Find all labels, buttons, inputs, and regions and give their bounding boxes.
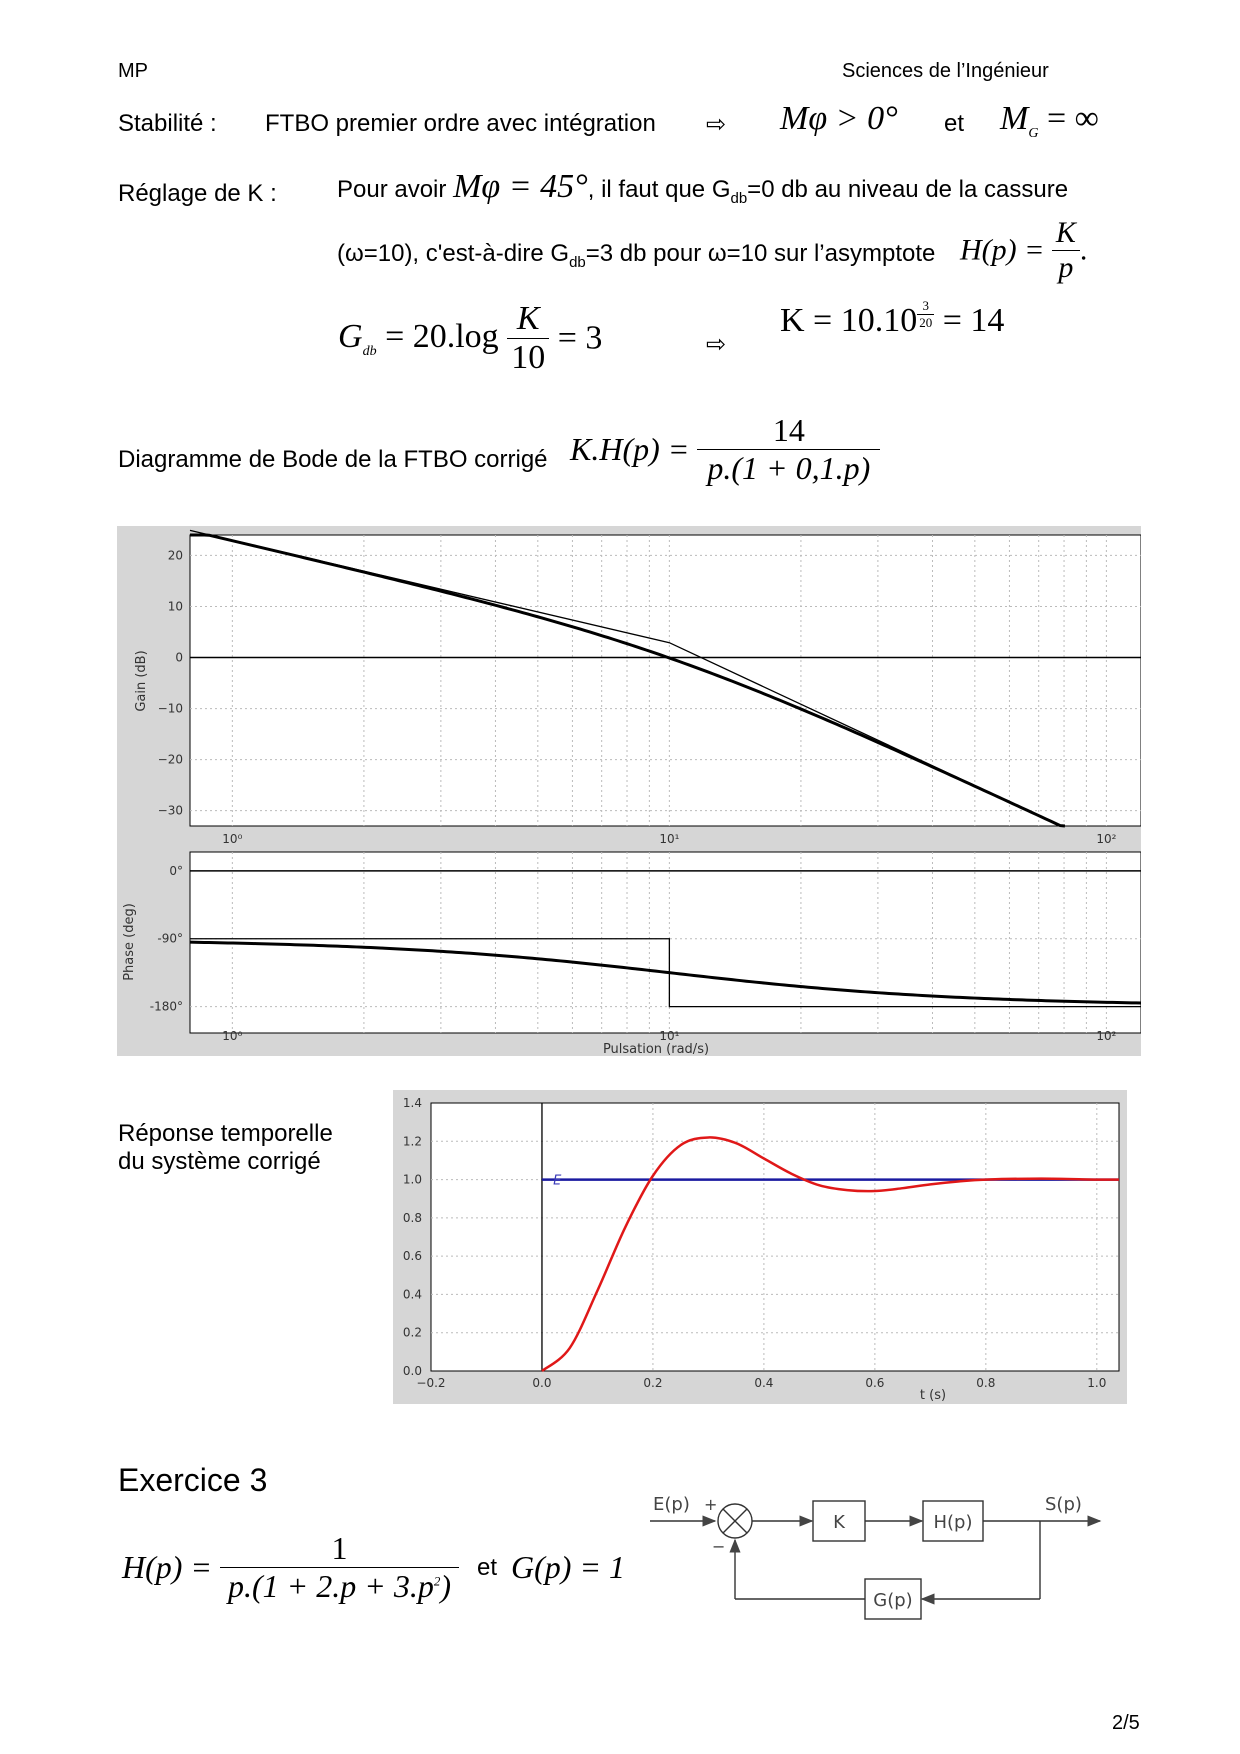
bode-xlabel: Pulsation (rad/s) <box>602 1042 710 1056</box>
phase-tick-label: 0° <box>169 863 183 878</box>
time-x-tick-label: 0.6 <box>865 1376 885 1390</box>
phase-x-tick-label: 10¹ <box>659 1029 680 1043</box>
header-right: Sciences de l’Ingénieur <box>842 60 1049 82</box>
bode-transfer-function: K.H(p) = $\frac{14}{p.(1 + 0,1.p)}$ <box>570 412 880 487</box>
arrow-icon: ⇨ <box>706 111 727 138</box>
time-x-tick-label: 0.0 <box>532 1376 552 1390</box>
k-equation: K = 10.10 $\frac{3}{20}$ = 14 <box>780 298 1005 339</box>
time-y-tick-label: 0.2 <box>402 1325 422 1340</box>
phase-ylabel: Phase (deg) <box>122 903 137 981</box>
block-k-label: K <box>833 1512 845 1533</box>
gain-ylabel: Gain (dB) <box>134 650 149 712</box>
gdb-equation: $G_{db} = 20.\log$ $\frac{K}{10}$ = 3 <box>338 300 603 376</box>
time-x-tick-label: 0.2 <box>643 1376 663 1390</box>
time-y-tick-label: 1.2 <box>402 1134 422 1149</box>
gain-tick-label: 10 <box>167 599 183 614</box>
time-y-tick-label: 1.4 <box>402 1096 422 1110</box>
gain-x-tick-label: 10² <box>1096 832 1117 846</box>
gain-axes <box>190 535 1141 826</box>
tuning-asymptote: H(p) = $\frac{K}{p}$ . <box>960 216 1088 284</box>
stability-cond1: Mφ > 0° <box>780 100 898 137</box>
arrow-icon-2: ⇨ <box>706 331 727 358</box>
block-g-label: G(p) <box>873 1590 913 1611</box>
time-y-tick-label: 0.8 <box>402 1210 422 1225</box>
gain-x-tick-label: 10⁰ <box>222 832 243 846</box>
phase-tick-label: -90° <box>157 931 183 946</box>
exercise-transfer-function: H(p) = $\frac{1}{p.(1 + 2.p + 3.p^2)}$ et G(p) = 1 <box>122 1530 626 1604</box>
time-x-tick-label: 0.4 <box>754 1376 774 1390</box>
plus-sign: + <box>704 1495 718 1514</box>
phase-x-tick-label: 10⁰ <box>222 1029 243 1043</box>
tuning-label: Réglage de K : <box>118 180 277 207</box>
stability-and: et <box>944 110 965 137</box>
time-title-line2: du système corrigé <box>118 1148 321 1175</box>
block-h-label: H(p) <box>933 1512 973 1533</box>
output-label: S(p) <box>1045 1494 1082 1515</box>
page-number: 2/5 <box>1112 1712 1140 1734</box>
input-label: E(p) <box>653 1494 690 1515</box>
tuning-line2: (ω=10), c'est-à-dire $G_{db}=3$ db pour ω=10 sur l’asymptote <box>337 240 936 271</box>
header-left: MP <box>118 60 148 82</box>
time-x-tick-label: 0.8 <box>976 1376 996 1390</box>
time-title-line1: Réponse temporelle <box>118 1120 333 1147</box>
time-y-tick-label: 0.4 <box>402 1287 422 1302</box>
time-y-tick-label: 0.6 <box>402 1249 422 1264</box>
exercise-title: Exercice 3 <box>118 1462 268 1498</box>
time-xlabel: t (s) <box>919 1388 947 1403</box>
phase-x-tick-label: 10² <box>1096 1029 1117 1043</box>
time-x-tick-label: 1.0 <box>1087 1376 1107 1390</box>
gain-tick-label: −20 <box>157 752 183 767</box>
phase-axes <box>190 852 1141 1033</box>
gain-tick-label: −30 <box>157 803 183 818</box>
time-plot <box>393 1090 1127 1404</box>
stability-label: Stabilité : <box>118 110 217 137</box>
bode-title: Diagramme de Bode de la FTBO corrigé <box>118 446 548 473</box>
stability-text: FTBO premier ordre avec intégration <box>265 110 656 137</box>
block-diagram <box>645 1488 1125 1628</box>
gain-tick-label: 0 <box>175 650 183 665</box>
time-y-tick-label: 1.0 <box>402 1172 422 1187</box>
bode-plot <box>117 526 1141 1056</box>
time-x-tick-label: −0.2 <box>416 1376 446 1390</box>
time-axes <box>431 1103 1119 1371</box>
gain-tick-label: −10 <box>157 701 183 716</box>
tuning-line1: Pour avoir Mφ = 45°, il faut que $G_{db}=0$ db au niveau de la cassure <box>337 168 1069 207</box>
gain-tick-label: 20 <box>167 548 183 563</box>
time-y-tick-label: 0.0 <box>402 1364 422 1378</box>
stability-cond2: $M_G$ = ∞ <box>1000 100 1099 141</box>
phase-tick-label: -180° <box>149 999 183 1014</box>
legend-e: E <box>553 1173 562 1189</box>
minus-sign: − <box>712 1537 726 1556</box>
gain-x-tick-label: 10¹ <box>659 832 680 846</box>
